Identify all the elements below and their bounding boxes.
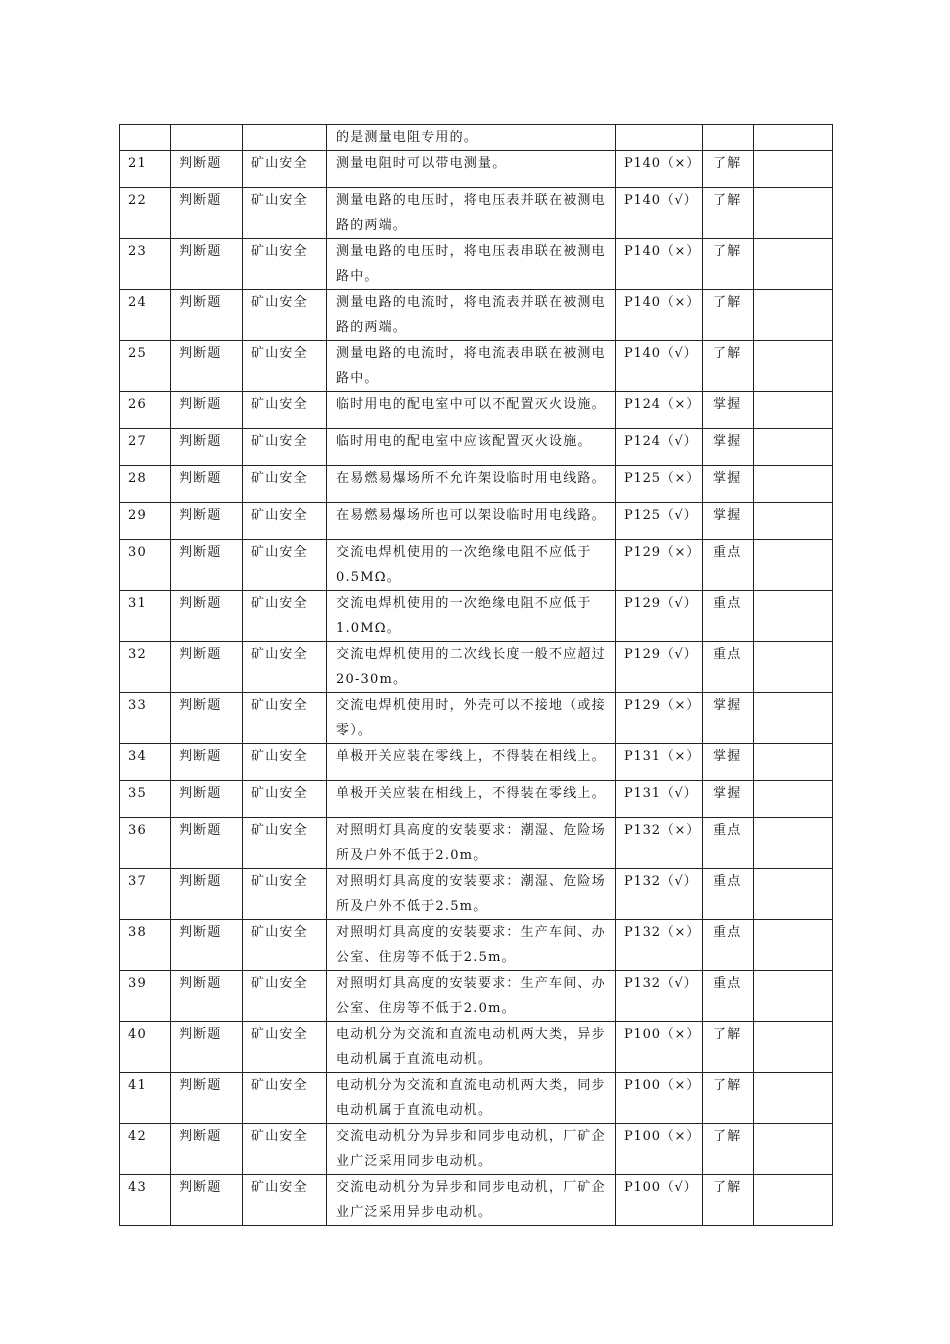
question-category: 矿山安全: [243, 540, 327, 591]
mastery-level: 了解: [703, 1073, 754, 1124]
question-category: 矿山安全: [243, 341, 327, 392]
question-type: [171, 125, 243, 151]
question-content: 电动机分为交流和直流电动机两大类，异步电动机属于直流电动机。: [327, 1022, 616, 1073]
mastery-level: 了解: [703, 188, 754, 239]
row-number: 37: [120, 869, 171, 920]
row-number: 22: [120, 188, 171, 239]
answer-reference: P131（√）: [616, 781, 703, 818]
row-number: 24: [120, 290, 171, 341]
table-row: [120, 188, 833, 239]
question-content: 测量电路的电流时，将电流表串联在被测电路中。: [327, 341, 616, 392]
note-cell: [754, 1022, 833, 1073]
mastery-level: 重点: [703, 642, 754, 693]
row-number: 21: [120, 151, 171, 188]
mastery-level: [703, 125, 754, 151]
note-cell: [754, 1073, 833, 1124]
row-number: 30: [120, 540, 171, 591]
table-row: [120, 239, 833, 290]
mastery-level: 了解: [703, 290, 754, 341]
question-type: 判断题: [171, 693, 243, 744]
question-category: 矿山安全: [243, 781, 327, 818]
table-row: [120, 693, 833, 744]
question-content: 测量电路的电流时，将电流表并联在被测电路的两端。: [327, 290, 616, 341]
table-row: [120, 151, 833, 188]
answer-reference: [616, 125, 703, 151]
question-type: 判断题: [171, 781, 243, 818]
answer-reference: P124（√）: [616, 429, 703, 466]
row-number: 29: [120, 503, 171, 540]
row-number: 38: [120, 920, 171, 971]
note-cell: [754, 540, 833, 591]
question-content: 交流电焊机使用的一次绝缘电阻不应低于1.0MΩ。: [327, 591, 616, 642]
table-row: [120, 781, 833, 818]
answer-reference: P129（×）: [616, 693, 703, 744]
question-table-body: [120, 125, 833, 1226]
question-category: 矿山安全: [243, 642, 327, 693]
answer-reference: P131（×）: [616, 744, 703, 781]
note-cell: [754, 781, 833, 818]
table-row: [120, 1124, 833, 1175]
mastery-level: 了解: [703, 1124, 754, 1175]
question-type: 判断题: [171, 1022, 243, 1073]
row-number: 40: [120, 1022, 171, 1073]
row-number: [120, 125, 171, 151]
table-row: [120, 503, 833, 540]
answer-reference: P129（√）: [616, 642, 703, 693]
row-number: 25: [120, 341, 171, 392]
note-cell: [754, 591, 833, 642]
note-cell: [754, 392, 833, 429]
question-type: 判断题: [171, 341, 243, 392]
answer-reference: P129（×）: [616, 540, 703, 591]
question-content: 交流电焊机使用的一次绝缘电阻不应低于0.5MΩ。: [327, 540, 616, 591]
row-number: 32: [120, 642, 171, 693]
mastery-level: 掌握: [703, 392, 754, 429]
question-content: 对照明灯具高度的安装要求：生产车间、办公室、住房等不低于2.0m。: [327, 971, 616, 1022]
mastery-level: 了解: [703, 1022, 754, 1073]
mastery-level: 重点: [703, 818, 754, 869]
question-type: 判断题: [171, 642, 243, 693]
note-cell: [754, 290, 833, 341]
mastery-level: 掌握: [703, 466, 754, 503]
note-cell: [754, 744, 833, 781]
answer-reference: P140（×）: [616, 290, 703, 341]
question-category: 矿山安全: [243, 429, 327, 466]
note-cell: [754, 971, 833, 1022]
row-number: 43: [120, 1175, 171, 1226]
row-number: 42: [120, 1124, 171, 1175]
question-category: 矿山安全: [243, 1073, 327, 1124]
question-category: 矿山安全: [243, 466, 327, 503]
row-number: 39: [120, 971, 171, 1022]
question-content: 对照明灯具高度的安装要求：潮湿、危险场所及户外不低于2.5m。: [327, 869, 616, 920]
answer-reference: P132（√）: [616, 971, 703, 1022]
note-cell: [754, 642, 833, 693]
question-content: 在易燃易爆场所不允许架设临时用电线路。: [327, 466, 616, 503]
table-row: [120, 125, 833, 151]
question-category: 矿山安全: [243, 1175, 327, 1226]
question-type: 判断题: [171, 971, 243, 1022]
answer-reference: P140（√）: [616, 341, 703, 392]
note-cell: [754, 1124, 833, 1175]
question-type: 判断题: [171, 591, 243, 642]
mastery-level: 掌握: [703, 503, 754, 540]
question-category: 矿山安全: [243, 188, 327, 239]
mastery-level: 重点: [703, 920, 754, 971]
question-category: 矿山安全: [243, 744, 327, 781]
table-row: [120, 290, 833, 341]
table-row: [120, 429, 833, 466]
mastery-level: 重点: [703, 971, 754, 1022]
question-table: [119, 124, 833, 1226]
question-type: 判断题: [171, 1073, 243, 1124]
answer-reference: P100（×）: [616, 1124, 703, 1175]
row-number: 41: [120, 1073, 171, 1124]
mastery-level: 掌握: [703, 781, 754, 818]
question-content: 临时用电的配电室中应该配置灭火设施。: [327, 429, 616, 466]
question-category: 矿山安全: [243, 591, 327, 642]
table-row: [120, 971, 833, 1022]
question-content: 单极开关应装在零线上，不得装在相线上。: [327, 744, 616, 781]
answer-reference: P100（√）: [616, 1175, 703, 1226]
answer-reference: P100（×）: [616, 1022, 703, 1073]
note-cell: [754, 188, 833, 239]
note-cell: [754, 693, 833, 744]
question-type: 判断题: [171, 1124, 243, 1175]
question-category: [243, 125, 327, 151]
note-cell: [754, 1175, 833, 1226]
row-number: 34: [120, 744, 171, 781]
table-row: [120, 466, 833, 503]
table-row: [120, 744, 833, 781]
question-category: 矿山安全: [243, 818, 327, 869]
question-type: 判断题: [171, 869, 243, 920]
table-row: [120, 818, 833, 869]
question-type: 判断题: [171, 239, 243, 290]
question-type: 判断题: [171, 503, 243, 540]
question-type: 判断题: [171, 188, 243, 239]
note-cell: [754, 125, 833, 151]
question-category: 矿山安全: [243, 1022, 327, 1073]
note-cell: [754, 503, 833, 540]
answer-reference: P140（×）: [616, 151, 703, 188]
question-content: 测量电阻时可以带电测量。: [327, 151, 616, 188]
row-number: 23: [120, 239, 171, 290]
table-row: [120, 920, 833, 971]
question-content: 交流电动机分为异步和同步电动机，厂矿企业广泛采用异步电动机。: [327, 1175, 616, 1226]
note-cell: [754, 466, 833, 503]
mastery-level: 重点: [703, 869, 754, 920]
question-type: 判断题: [171, 920, 243, 971]
question-type: 判断题: [171, 429, 243, 466]
note-cell: [754, 341, 833, 392]
mastery-level: 了解: [703, 239, 754, 290]
question-content: 临时用电的配电室中可以不配置灭火设施。: [327, 392, 616, 429]
question-content: 对照明灯具高度的安装要求：生产车间、办公室、住房等不低于2.5m。: [327, 920, 616, 971]
question-type: 判断题: [171, 1175, 243, 1226]
note-cell: [754, 818, 833, 869]
answer-reference: P140（×）: [616, 239, 703, 290]
mastery-level: 重点: [703, 591, 754, 642]
answer-reference: P132（×）: [616, 920, 703, 971]
note-cell: [754, 151, 833, 188]
mastery-level: 重点: [703, 540, 754, 591]
note-cell: [754, 429, 833, 466]
table-row: [120, 591, 833, 642]
table-row: [120, 1022, 833, 1073]
question-category: 矿山安全: [243, 1124, 327, 1175]
table-row: [120, 540, 833, 591]
table-row: [120, 869, 833, 920]
mastery-level: 掌握: [703, 693, 754, 744]
question-category: 矿山安全: [243, 971, 327, 1022]
table-row: [120, 1175, 833, 1226]
table-row: [120, 1073, 833, 1124]
table-row: [120, 341, 833, 392]
answer-reference: P124（×）: [616, 392, 703, 429]
note-cell: [754, 869, 833, 920]
question-category: 矿山安全: [243, 239, 327, 290]
answer-reference: P100（×）: [616, 1073, 703, 1124]
row-number: 36: [120, 818, 171, 869]
question-content: 测量电路的电压时，将电压表并联在被测电路的两端。: [327, 188, 616, 239]
note-cell: [754, 239, 833, 290]
row-number: 27: [120, 429, 171, 466]
question-category: 矿山安全: [243, 290, 327, 341]
question-category: 矿山安全: [243, 693, 327, 744]
question-content: 测量电路的电压时，将电压表串联在被测电路中。: [327, 239, 616, 290]
answer-reference: P129（√）: [616, 591, 703, 642]
question-type: 判断题: [171, 290, 243, 341]
question-content: 对照明灯具高度的安装要求：潮湿、危险场所及户外不低于2.0m。: [327, 818, 616, 869]
answer-reference: P125（√）: [616, 503, 703, 540]
table-row: [120, 392, 833, 429]
mastery-level: 了解: [703, 1175, 754, 1226]
question-type: 判断题: [171, 466, 243, 503]
question-category: 矿山安全: [243, 920, 327, 971]
question-content: 在易燃易爆场所也可以架设临时用电线路。: [327, 503, 616, 540]
question-content: 单极开关应装在相线上，不得装在零线上。: [327, 781, 616, 818]
row-number: 31: [120, 591, 171, 642]
mastery-level: 掌握: [703, 744, 754, 781]
row-number: 26: [120, 392, 171, 429]
question-type: 判断题: [171, 151, 243, 188]
table-row: [120, 642, 833, 693]
question-content: 电动机分为交流和直流电动机两大类，同步电动机属于直流电动机。: [327, 1073, 616, 1124]
question-content: 交流电焊机使用时，外壳可以不接地（或接零）。: [327, 693, 616, 744]
question-content: 交流电焊机使用的二次线长度一般不应超过20-30m。: [327, 642, 616, 693]
answer-reference: P132（×）: [616, 818, 703, 869]
question-category: 矿山安全: [243, 392, 327, 429]
mastery-level: 掌握: [703, 429, 754, 466]
note-cell: [754, 920, 833, 971]
question-category: 矿山安全: [243, 151, 327, 188]
question-category: 矿山安全: [243, 503, 327, 540]
answer-reference: P132（√）: [616, 869, 703, 920]
row-number: 28: [120, 466, 171, 503]
answer-reference: P125（×）: [616, 466, 703, 503]
question-type: 判断题: [171, 818, 243, 869]
answer-reference: P140（√）: [616, 188, 703, 239]
question-content: 交流电动机分为异步和同步电动机，厂矿企业广泛采用同步电动机。: [327, 1124, 616, 1175]
question-content: 的是测量电阻专用的。: [327, 125, 616, 151]
question-type: 判断题: [171, 392, 243, 429]
row-number: 35: [120, 781, 171, 818]
mastery-level: 了解: [703, 151, 754, 188]
mastery-level: 了解: [703, 341, 754, 392]
question-type: 判断题: [171, 540, 243, 591]
question-category: 矿山安全: [243, 869, 327, 920]
question-type: 判断题: [171, 744, 243, 781]
row-number: 33: [120, 693, 171, 744]
